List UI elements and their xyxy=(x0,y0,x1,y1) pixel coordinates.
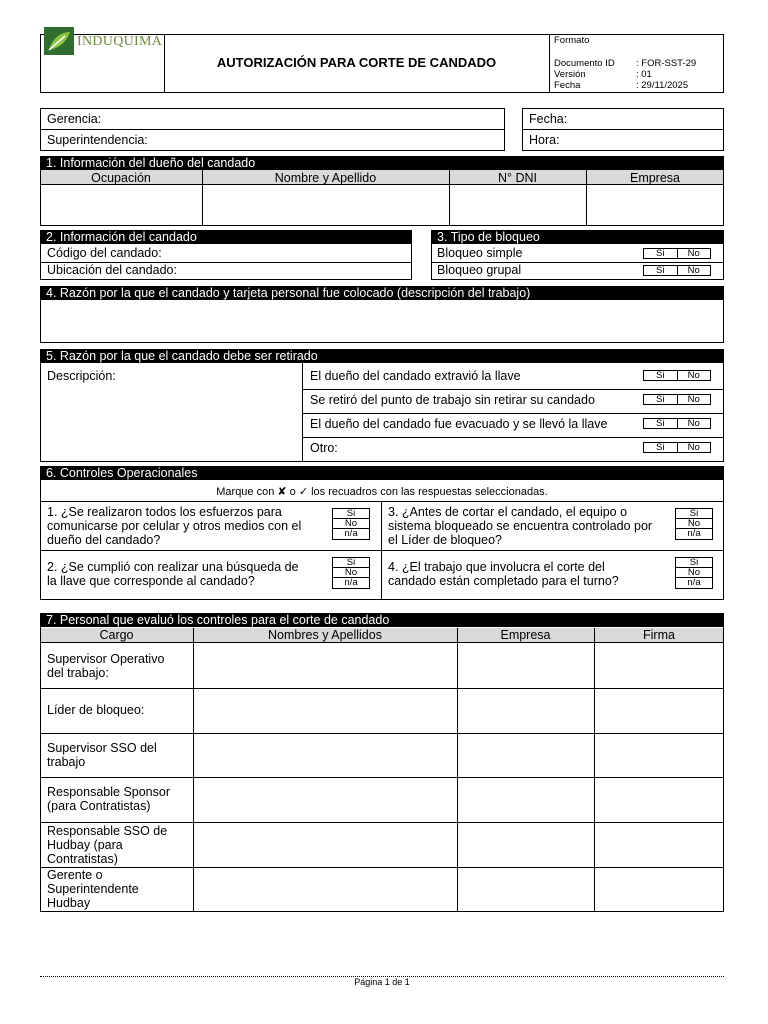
section7-title: 7. Personal que evaluó los controles para el corte de candado xyxy=(40,613,724,627)
col-nombre: Nombre y Apellido xyxy=(274,171,377,185)
table-row-gerente: Gerente o Superintendente Hudbay xyxy=(47,868,139,910)
col-empresa: Empresa xyxy=(629,171,681,185)
table-row-responsable-sponsor: Responsable Sponsor (para Contratistas) xyxy=(47,785,170,813)
section5-title: 5. Razón por la que el candado debe ser retirado xyxy=(40,349,724,363)
bloqueo-grupal-label: Bloqueo grupal xyxy=(437,263,522,277)
reason-otro-checkbox[interactable]: Si No xyxy=(643,442,711,453)
gerencia-field[interactable]: Gerencia: xyxy=(47,112,102,126)
section1-title: 1. Información del dueño del candado xyxy=(40,156,724,170)
reason-evacuado-checkbox[interactable]: Si No xyxy=(643,418,711,429)
table-row-lider-bloqueo: Líder de bloqueo: xyxy=(47,703,145,717)
reason-retiro-label: Se retiró del punto de trabajo sin retirar su candado xyxy=(310,393,595,407)
col-firma: Firma xyxy=(643,628,675,642)
reason-evacuado-label: El dueño del candado fue evacuado y se llevó la llave xyxy=(310,417,608,431)
question-1-options[interactable]: Si No n/a xyxy=(332,508,370,540)
leaf-logo-icon xyxy=(43,26,75,56)
format-label: Formato xyxy=(554,35,590,46)
question-4: 4. ¿El trabajo que involucra el corte del candado están completado para el turno? xyxy=(388,560,619,588)
ubicacion-candado-field[interactable]: Ubicación del candado: xyxy=(47,263,177,277)
date-value: : 29/11/2025 xyxy=(636,80,689,91)
section2-title: 2. Información del candado xyxy=(40,230,412,244)
bloqueo-simple-checkbox[interactable]: Si No xyxy=(643,248,711,259)
question-3: 3. ¿Antes de cortar el candado, el equipo o sistema bloqueado se encuentra controlado por el Líder de bloqueo? xyxy=(388,505,653,547)
question-3-options[interactable]: Si No n/a xyxy=(675,508,713,540)
section3-title: 3. Tipo de bloqueo xyxy=(431,230,724,244)
section4-description-area[interactable] xyxy=(41,301,723,342)
question-4-options[interactable]: Si No n/a xyxy=(675,557,713,589)
bloqueo-simple-label: Bloqueo simple xyxy=(437,246,523,260)
version-label: Versión xyxy=(554,69,586,80)
date-label: Fecha xyxy=(554,80,581,91)
version-value: : 01 xyxy=(636,69,652,80)
reason-retiro-checkbox[interactable]: Si No xyxy=(643,394,711,405)
reason-extravio-label: El dueño del candado extravió la llave xyxy=(310,369,521,383)
document-title: AUTORIZACIÓN PARA CORTE DE CANDADO xyxy=(216,55,497,70)
table-row-supervisor-operativo: Supervisor Operativo del trabajo: xyxy=(47,652,165,680)
table-row-responsable-sso: Responsable SSO de Hudbay (para Contratistas) xyxy=(47,824,168,866)
reason-extravio-checkbox[interactable]: Si No xyxy=(643,370,711,381)
superintendencia-field[interactable]: Superintendencia: xyxy=(47,133,148,147)
section6-instruction: Marque con ✘ o ✓ los recuadros con las respuestas seleccionadas. xyxy=(216,486,548,498)
company-logo xyxy=(43,26,163,58)
col-nombres-apellidos: Nombres y Apellidos xyxy=(268,628,382,642)
col-empresa-personal: Empresa xyxy=(500,628,551,642)
col-cargo: Cargo xyxy=(99,628,134,642)
company-name: INDUQUIMA xyxy=(77,34,163,49)
hora-field[interactable]: Hora: xyxy=(529,133,560,147)
table-row-supervisor-sso: Supervisor SSO del trabajo xyxy=(47,741,157,769)
question-2-options[interactable]: Si No n/a xyxy=(332,557,370,589)
section4-title: 4. Razón por la que el candado y tarjeta personal fue colocado (descripción del trabajo) xyxy=(40,286,724,300)
doc-id-value: : FOR-SST-29 xyxy=(636,58,697,69)
fecha-field[interactable]: Fecha: xyxy=(529,112,568,126)
page-number: Página 1 de 1 xyxy=(354,977,410,987)
col-dni: N° DNI xyxy=(497,171,538,185)
bloqueo-grupal-checkbox[interactable]: Si No xyxy=(643,265,711,276)
section6-title: 6. Controles Operacionales xyxy=(40,466,724,480)
question-1: 1. ¿Se realizaron todos los esfuerzos para comunicarse por celular y otros medios con el dueño del candado? xyxy=(47,505,302,547)
descripcion-field[interactable]: Descripción: xyxy=(47,369,116,383)
col-ocupacion: Ocupación xyxy=(91,171,151,185)
reason-otro-label: Otro: xyxy=(310,441,338,455)
doc-id-label: Documento ID xyxy=(554,58,615,69)
codigo-candado-field[interactable]: Código del candado: xyxy=(47,246,162,260)
question-2: 2. ¿Se cumplió con realizar una búsqueda de la llave que corresponde al candado? xyxy=(47,560,299,588)
